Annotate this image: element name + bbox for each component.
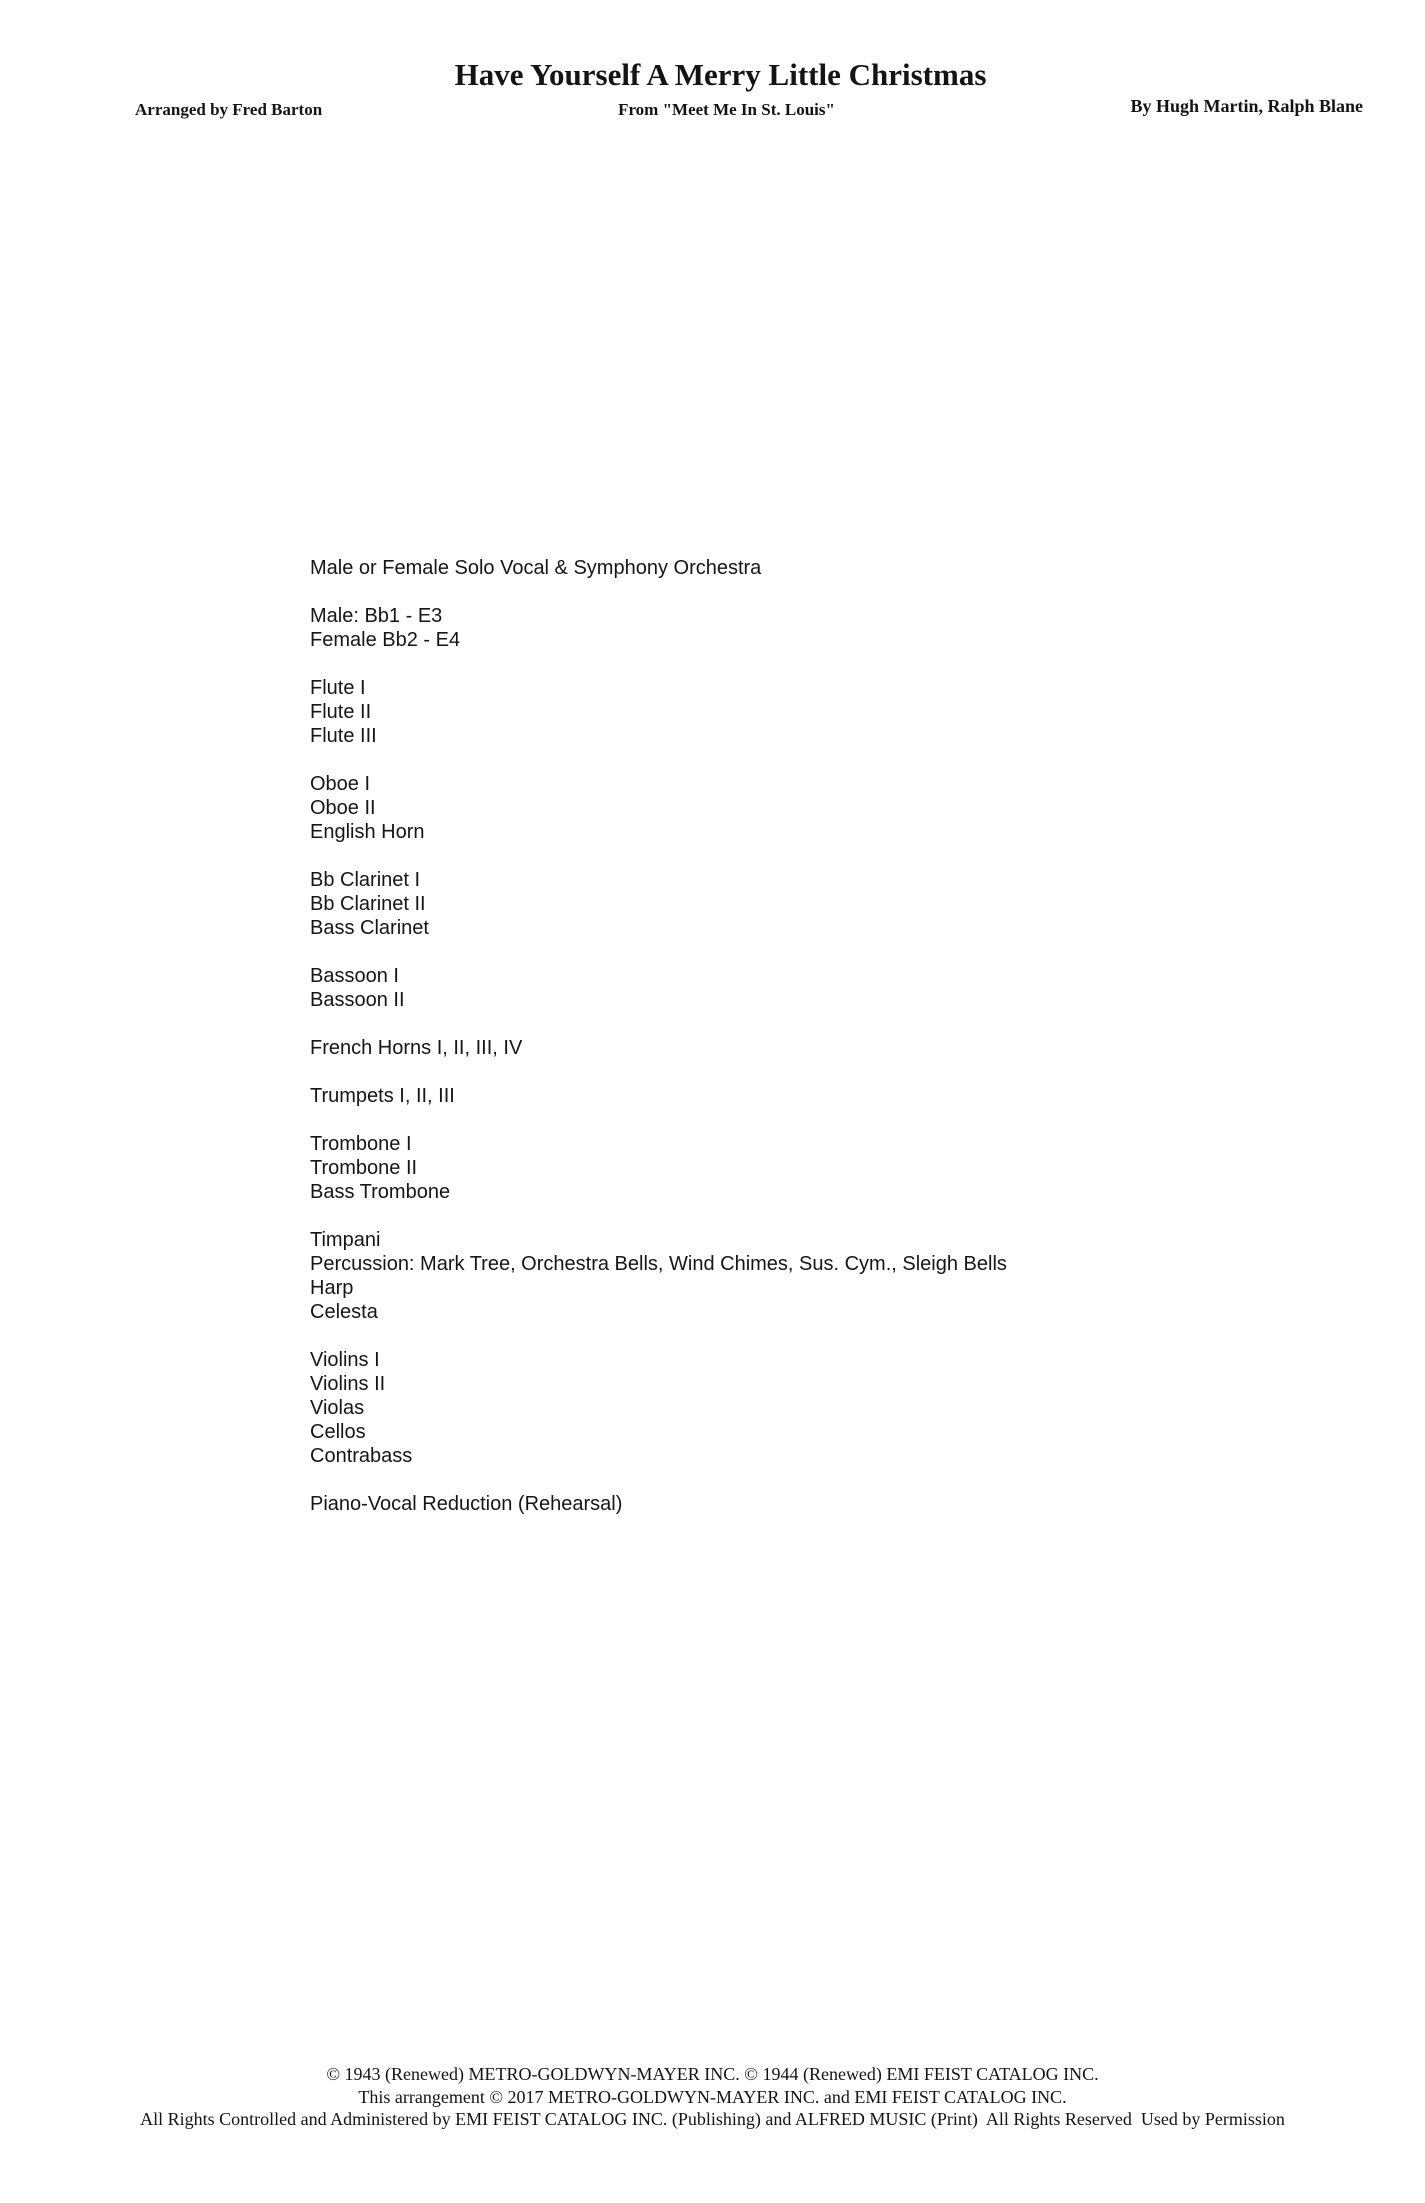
- instrument-group: [310, 772, 1007, 844]
- instrument-line: Bass Clarinet: [310, 917, 429, 939]
- instrument-line: English Horn: [310, 821, 425, 843]
- instrument-line: Flute III: [310, 725, 377, 747]
- instrument-line: Violins II: [310, 1373, 386, 1395]
- instrument-line: Timpani: [310, 1229, 381, 1251]
- instrument-line: Violas: [310, 1397, 365, 1419]
- instrument-line: Flute II: [310, 701, 372, 723]
- arranger-credit: Arranged by Fred Barton: [135, 100, 323, 119]
- instrument-group: [310, 964, 1007, 1012]
- copyright-line: All Rights Controlled and Administered by EMI FEIST CATALOG INC. (Publishing) and ALFRED MUSIC (Print) All Rights Reserved Used by Permission: [140, 2109, 1285, 2129]
- instrument-line: Trombone II: [310, 1157, 418, 1179]
- instrument-line: Flute I: [310, 677, 366, 699]
- instrument-line: Bb Clarinet I: [310, 869, 421, 891]
- instrument-line: Harp: [310, 1277, 354, 1299]
- composer-credit: By Hugh Martin, Ralph Blane: [1130, 96, 1363, 116]
- instrument-line: Bassoon II: [310, 989, 405, 1011]
- instrumentation-list: [310, 556, 1007, 1540]
- instrument-line: Celesta: [310, 1301, 378, 1323]
- instrument-line: Percussion: Mark Tree, Orchestra Bells, Wind Chimes, Sus. Cym., Sleigh Bells: [310, 1253, 1007, 1275]
- instrument-line: Violins I: [310, 1349, 380, 1371]
- instrument-line: Male: Bb1 - E3: [310, 605, 443, 627]
- instrument-line: Male or Female Solo Vocal & Symphony Orchestra: [310, 557, 762, 579]
- instrument-line: Trumpets I, II, III: [310, 1085, 455, 1107]
- copyright-footer: [0, 2063, 1425, 2131]
- instrument-line: Cellos: [310, 1421, 366, 1443]
- instrument-group: [310, 868, 1007, 940]
- instrument-line: Piano-Vocal Reduction (Rehearsal): [310, 1493, 623, 1515]
- instrument-group: [310, 676, 1007, 748]
- instrument-group: [310, 1228, 1007, 1324]
- copyright-line: © 1943 (Renewed) METRO-GOLDWYN-MAYER INC. © 1944 (Renewed) EMI FEIST CATALOG INC.: [326, 2064, 1099, 2084]
- instrument-line: Bassoon I: [310, 965, 399, 987]
- instrument-line: Bb Clarinet II: [310, 893, 426, 915]
- page-title: Have Yourself A Merry Little Christmas: [454, 57, 987, 92]
- instrument-line: Oboe II: [310, 797, 376, 819]
- instrument-group: [310, 1132, 1007, 1204]
- instrument-line: Female Bb2 - E4: [310, 629, 461, 651]
- instrument-group: [310, 1084, 1007, 1108]
- instrument-group: [310, 604, 1007, 652]
- instrument-group: [310, 1348, 1007, 1468]
- instrument-group: [310, 1036, 1007, 1060]
- instrument-line: Contrabass: [310, 1445, 413, 1467]
- instrument-line: Trombone I: [310, 1133, 412, 1155]
- instrument-group: [310, 1492, 1007, 1516]
- instrument-line: Oboe I: [310, 773, 371, 795]
- copyright-line: This arrangement © 2017 METRO-GOLDWYN-MAYER INC. and EMI FEIST CATALOG INC.: [358, 2086, 1067, 2107]
- instrument-group: [310, 556, 1007, 580]
- instrument-line: Bass Trombone: [310, 1181, 451, 1203]
- instrument-line: French Horns I, II, III, IV: [310, 1037, 523, 1059]
- show-subtitle: From "Meet Me In St. Louis": [618, 100, 835, 119]
